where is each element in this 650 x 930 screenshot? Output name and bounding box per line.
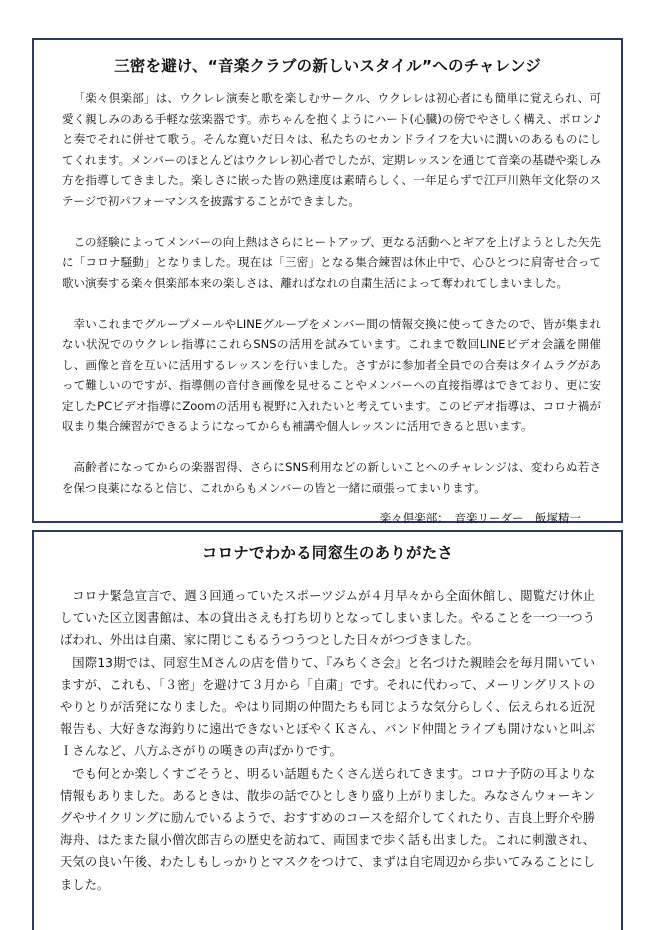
- paragraph: この経験によってメンバーの向上熱はさらにヒートアップ、更なる活動へとギアを上げようとした矢先に「コロナ騒動」となりました。現在は「三密」となる集合練習は休止中で、心ひとつに肩寄せ合って歌い演奏する楽々倶楽部本来の楽しさは、離ればなれの自粛生活によって奪われてしまいました。: [62, 234, 601, 290]
- paragraph: でも何とか楽しくすごそうと、明るい話題もたくさん送られてきます。コロナ予防の耳よりな情報もありました。あるときは、散歩の話でひとしきり盛り上がりました。みなさんウォーキングやサイクリングに励んでいるようで、おすすめのコースを紹介してくれたり、吉良上野介や勝海舟、はたまた鼠小僧次郎吉らの歴史を訪ねて、両国まで歩く話も出ました。これに刺激され、天気の良い午後、わたしもしっかりとマスクをつけて、まずは自宅周辺から歩いてみることにしました。: [60, 766, 595, 892]
- paragraph: 「楽々倶楽部」は、ウクレレ演奏と歌を楽しむサークル、ウクレレは初心者にも簡単に覚えられ、可愛く親しみのある手軽な弦楽器です。赤ちゃんを抱くようにハート(心臓)の傍でやさしく構え、ポロン♪と奏でそれに併せて歌う。そんな寛いだ日々は、私たちのセカンドライフを大いに潤いのあるものにしてくれます。メンバーのほとんどはウクレレ初心者でしたが、定期レッスンを通じて音楽の基礎や楽しみ方を指導してきました。楽しさに嵌った皆の熟達度は素晴らしく、一年足らずで江戸川熟年文化祭のステージで初パフォーマンスを披露することができました。: [62, 91, 601, 208]
- article-box-ukulele: [32, 38, 623, 523]
- article-title: コロナでわかる同窓生のありがたさ: [201, 544, 454, 562]
- paragraph: コロナ緊急宣言で、週３回通っていたスポーツジムが４月早々から全面休館し、閲覧だけ休止していた区立図書館は、本の貸出さえも打ち切りとなってしまいました。やることを一つ一つうばわれ、外出は自粛、家に閉じこもるうつうつとした日々がつづきました。: [60, 589, 595, 648]
- paragraph: 幸いこれまでグループメールやLINEグループをメンバー間の情報交換に使ってきたので、皆が集まれない状況でのウクレレ指導にこれらSNSの活用を試みています。これまで数回LINEビデオ会議を開催し、画像と音を互いに活用するレッスンを行いました。さすがに参加者全員での合奏はタイムラグがあって難しいのですが、指導側の音付き画像を見せることやメンバーへの直接指導はできており、更に安定したPCビデオ指導にZoomの活用も視野に入れたいと考えています。このビデオ指導は、コロナ禍が収まり集合練習ができるようになってからも補講や個人レッスンに活用できると思います。: [62, 316, 601, 433]
- article-title: 三密を避け、“音楽クラブの新しいスタイル”へのチャレンジ: [114, 57, 541, 75]
- author-signature: 楽々倶楽部： 音楽リーダー 飯塚精一: [379, 511, 581, 525]
- paragraph: 国際13期では、同窓生Ｍさんの店を借りて、『みちくさ会』と名づけた親睦会を毎月開いていますが、これも、「３密」を避けて３月から「自粛」です。それに代わって、メーリングリストのやりとりが活発になりました。やはり同期の仲間たちも同じような気分らしく、伝えられる近況報告も、大好きな海釣りに遠出できないとぼやくＫさん、バンド仲間とライブも開けないと叫ぶＩさんなど、八方ふさがりの嘆きの声ばかりです。: [60, 655, 595, 759]
- article-body: [60, 585, 595, 896]
- paragraph: 高齢者になってからの楽器習得、さらにSNS利用などの新しいことへのチャレンジは、変わらぬ若さを保つ良薬になると信じ、これからもメンバーの皆と一緒に頑張ってまいります。: [62, 460, 601, 495]
- article-box-classmates: [32, 530, 623, 930]
- article-body: [62, 88, 601, 498]
